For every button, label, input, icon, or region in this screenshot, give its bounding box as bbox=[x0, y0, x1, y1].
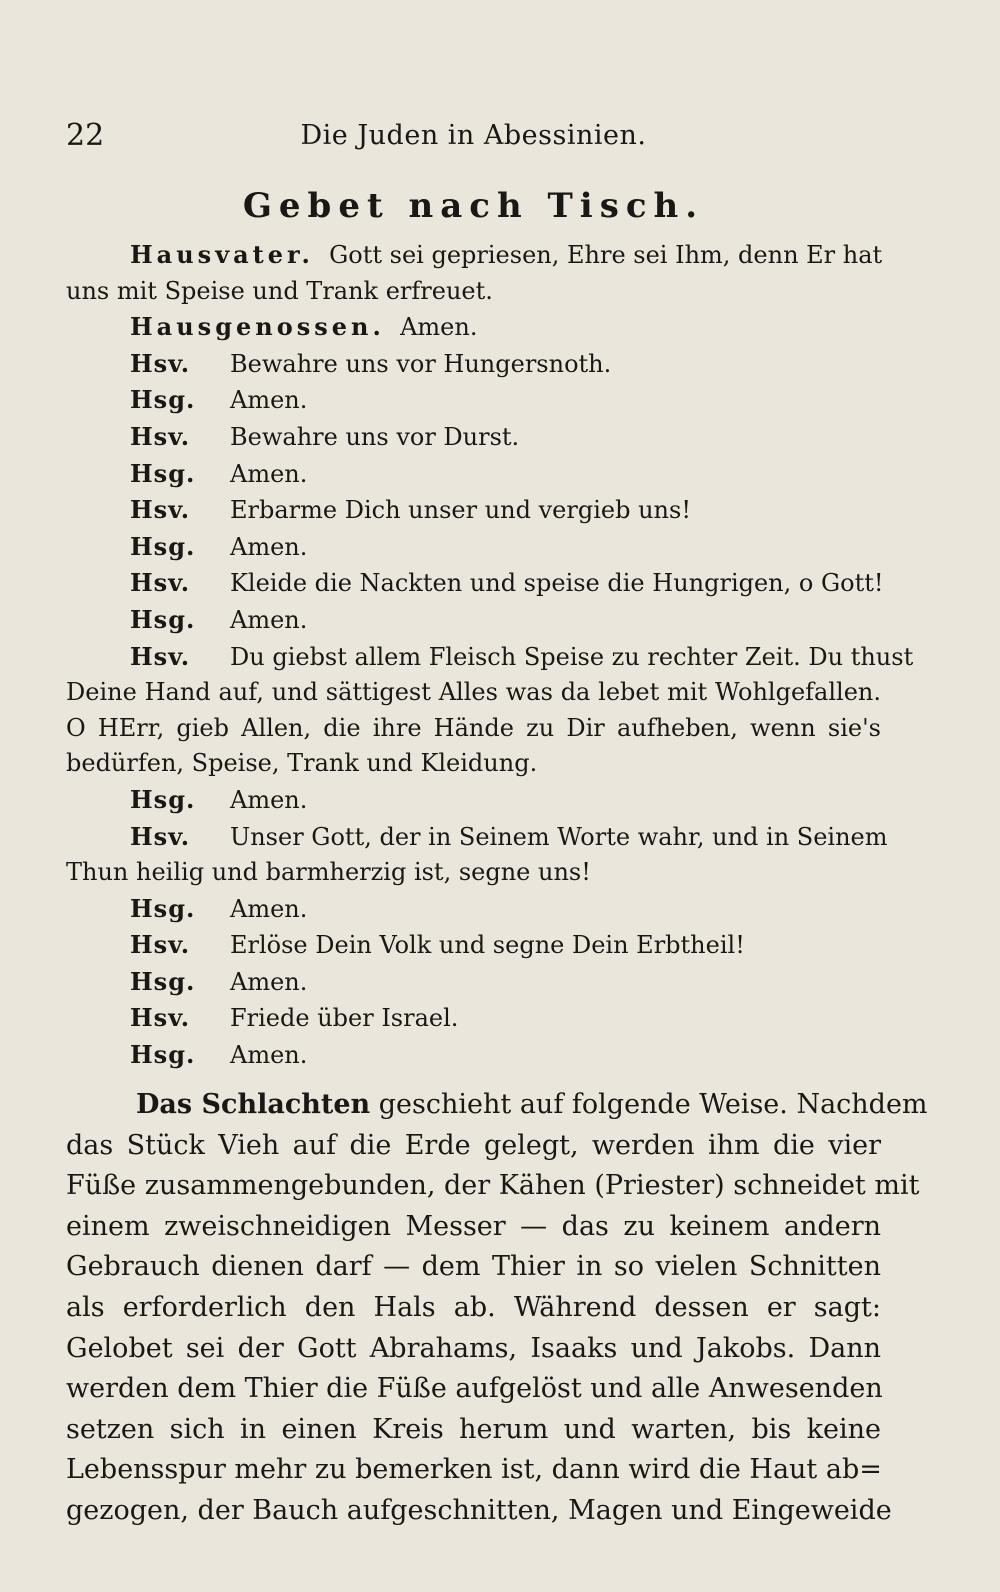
running-title: Die Juden in Abessinien. bbox=[300, 120, 647, 151]
paragraph-line: einem zweischneidigen Messer — das zu keinem andern bbox=[66, 1210, 881, 1242]
speech-text: Unser Gott, der in Seinem Worte wahr, und in Seinem bbox=[230, 822, 888, 851]
speech-text: Bewahre uns vor Durst. bbox=[230, 422, 520, 451]
speaker-label: Hausvater. bbox=[130, 240, 314, 269]
dialogue-line bbox=[66, 964, 881, 1001]
speech-text: bedürfen, Speise, Trank und Kleidung. bbox=[66, 749, 538, 778]
paragraph-text: geschieht auf folgende Weise. Nachdem bbox=[370, 1089, 928, 1120]
dialogue-line bbox=[66, 237, 881, 274]
speech-text: Amen. bbox=[230, 605, 308, 634]
dialogue-line bbox=[66, 346, 881, 383]
speech-text: Amen. bbox=[230, 532, 308, 561]
speaker-label: Hsv. bbox=[130, 568, 191, 598]
speaker-label: Hsv. bbox=[130, 930, 191, 960]
paragraph-line: das Stück Vieh auf die Erde gelegt, werden ihm die vier bbox=[66, 1129, 881, 1161]
dialogue-line bbox=[66, 492, 881, 529]
speaker-label: Hsv. bbox=[130, 641, 191, 671]
speech-text: Amen. bbox=[230, 967, 308, 996]
dialogue-line bbox=[66, 1000, 881, 1037]
dialogue-line bbox=[66, 746, 881, 782]
dialogue-line bbox=[66, 675, 881, 711]
speech-text: Bewahre uns vor Hungersnoth. bbox=[230, 349, 612, 378]
speaker-label: Hsg. bbox=[130, 385, 196, 415]
dialogue-line bbox=[66, 456, 881, 493]
speaker-label: Hsv. bbox=[130, 421, 191, 451]
dialogue-line bbox=[66, 565, 884, 602]
speech-text: Amen. bbox=[230, 894, 308, 923]
paragraph-line: Füße zusammengebunden, der Kähen (Priester) schneidet mit bbox=[66, 1170, 920, 1202]
speech-text: Thun heilig und barmherzig ist, segne uns! bbox=[66, 858, 591, 887]
dialogue-line bbox=[66, 382, 881, 419]
speaker-label: Hsg. bbox=[130, 893, 196, 923]
dialogue-line bbox=[66, 711, 881, 747]
speaker-label: Hsg. bbox=[130, 784, 196, 814]
speech-text: O HErr, gieb Allen, die ihre Hände zu Dir aufheben, wenn sie's bbox=[66, 713, 881, 742]
speech-text: Kleide die Nackten und speise die Hungrigen, o Gott! bbox=[230, 569, 884, 598]
paragraph-line: Gebrauch dienen darf — dem Thier in so vielen Schnitten bbox=[66, 1251, 881, 1283]
paragraph-line: Lebensspur mehr zu bemerken ist, dann wird die Haut ab= bbox=[66, 1454, 882, 1486]
speaker-label: Hsv. bbox=[130, 348, 191, 378]
speech-text: Amen. bbox=[230, 459, 308, 488]
dialogue-line bbox=[66, 529, 881, 566]
speaker-label: Hsv. bbox=[130, 1003, 191, 1033]
speech-text: Amen. bbox=[230, 1041, 308, 1070]
prayer-dialogue bbox=[66, 237, 914, 1074]
dialogue-line bbox=[66, 927, 881, 964]
speech-text: Friede über Israel. bbox=[230, 1004, 459, 1033]
page-header bbox=[66, 118, 881, 158]
speech-text: uns mit Speise und Trank erfreuet. bbox=[66, 276, 493, 305]
dialogue-line bbox=[66, 782, 881, 819]
paragraph-line: Gelobet sei der Gott Abrahams, Isaaks und Jakobs. Dann bbox=[66, 1332, 881, 1364]
speaker-label: Hsg. bbox=[130, 531, 196, 561]
speaker-label: Hsv. bbox=[130, 495, 191, 525]
section-title: Gebet nach Tisch. bbox=[242, 186, 705, 226]
speech-text: Amen. bbox=[400, 313, 478, 342]
paragraph-line: als erforderlich den Hals ab. Während dessen er sagt: bbox=[66, 1291, 881, 1323]
dialogue-line bbox=[66, 639, 914, 676]
dialogue-line bbox=[66, 602, 881, 639]
body-paragraph bbox=[66, 1085, 928, 1532]
dialogue-line bbox=[66, 309, 881, 346]
speech-text: Gott sei gepriesen, Ehre sei Ihm, denn Er hat bbox=[329, 241, 883, 269]
paragraph-line: setzen sich in einen Kreis herum und warten, bis keine bbox=[66, 1413, 881, 1445]
speaker-label: Hsg. bbox=[130, 966, 196, 996]
speech-text: Erbarme Dich unser und vergieb uns! bbox=[230, 496, 691, 525]
speaker-label: Hausgenossen. bbox=[130, 312, 385, 342]
speech-text: Deine Hand auf, und sättigest Alles was da lebet mit Wohlgefallen. bbox=[66, 678, 881, 707]
speech-text: Amen. bbox=[230, 386, 308, 415]
page-number: 22 bbox=[66, 118, 105, 153]
speech-text: Amen. bbox=[230, 785, 308, 814]
speaker-label: Hsv. bbox=[130, 821, 191, 851]
dialogue-line bbox=[66, 419, 881, 456]
speaker-label: Hsg. bbox=[130, 1040, 196, 1070]
emphasized-term: Das Schlachten bbox=[136, 1089, 371, 1120]
dialogue-line bbox=[66, 891, 881, 928]
dialogue-line bbox=[66, 819, 888, 856]
speech-text: Erlöse Dein Volk und segne Dein Erbtheil! bbox=[230, 931, 745, 960]
speaker-label: Hsg. bbox=[130, 604, 196, 634]
speaker-label: Hsg. bbox=[130, 458, 196, 488]
dialogue-line bbox=[66, 855, 881, 891]
dialogue-line bbox=[66, 1037, 881, 1074]
speech-text: Du giebst allem Fleisch Speise zu rechter Zeit. Du thust bbox=[230, 642, 914, 671]
paragraph-line: gezogen, der Bauch aufgeschnitten, Magen und Eingeweide bbox=[66, 1494, 892, 1526]
paragraph-line bbox=[66, 1085, 928, 1126]
paragraph-line: werden dem Thier die Füße aufgelöst und alle Anwesenden bbox=[66, 1373, 883, 1405]
dialogue-line bbox=[66, 274, 881, 310]
